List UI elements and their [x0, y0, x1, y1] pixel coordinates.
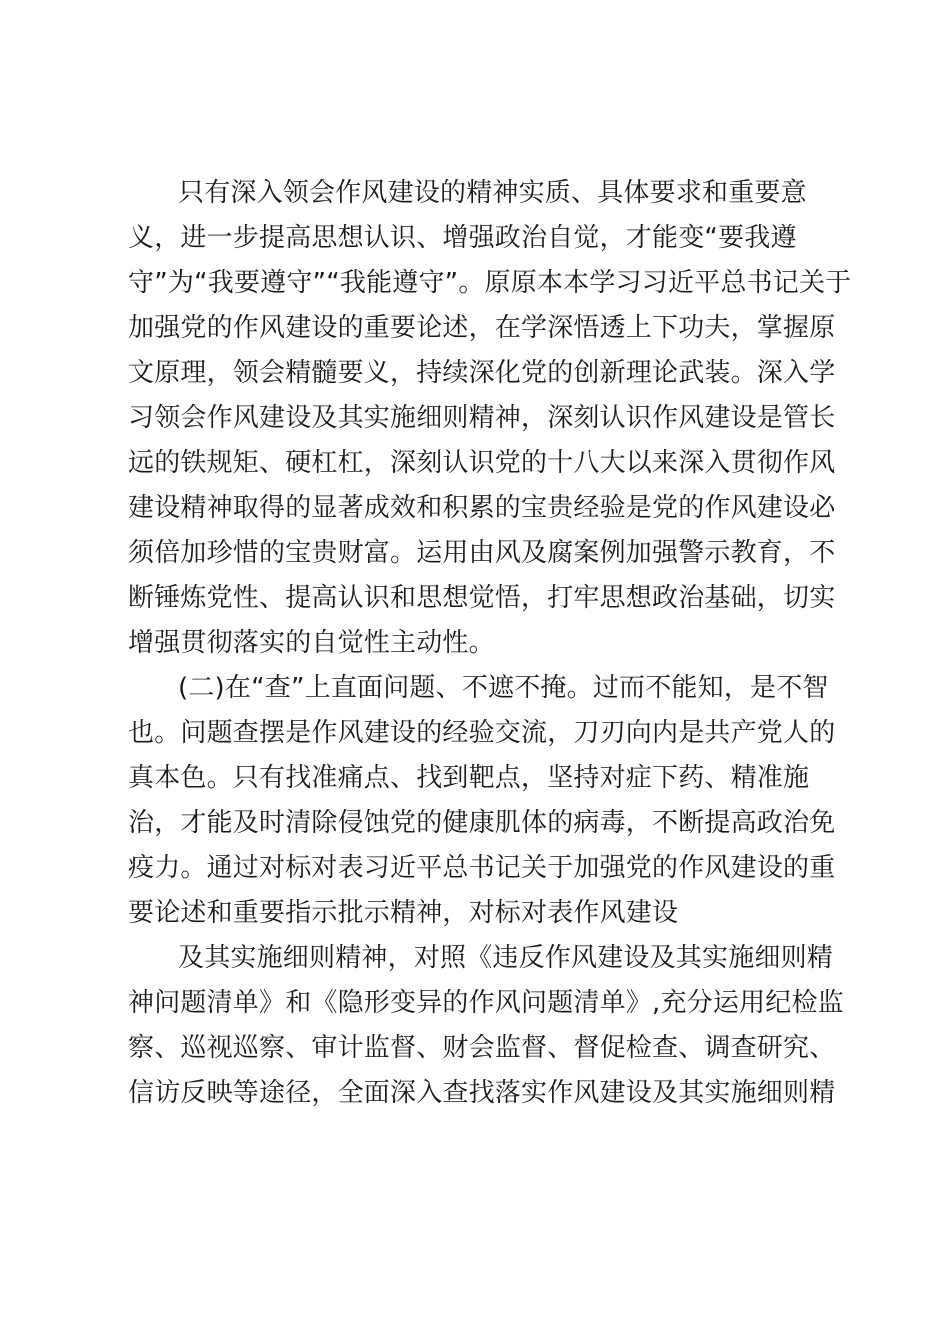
paragraph-1-line-9: 须倍加珍惜的宝贵财富。运用由风及腐案例加强警示教育，不 [128, 538, 836, 568]
paragraph-3-line-3: 察、巡视巡察、审计监督、财会监督、督促检查、调查研究、 [128, 1033, 836, 1063]
paragraph-3-line-4: 信访反映等途径，全面深入查找落实作风建设及其实施细则精 [128, 1078, 836, 1108]
paragraph-2-line-4: 治，才能及时清除侵蚀党的健康肌体的病毒，不断提高政治免 [128, 808, 836, 838]
paragraph-1-line-8: 建设精神取得的显著成效和积累的宝贵经验是党的作风建设必 [128, 493, 836, 523]
paragraph-2-line-3: 真本色。只有找准痛点、找到靶点，坚持对症下药、精准施 [128, 763, 810, 793]
paragraph-1-line-3: 守”为“我要遵守”“我能遵守”。原原本本学习习近平总书记关于 [128, 268, 852, 298]
paragraph-1-line-1: 只有深入领会作风建设的精神实质、具体要求和重要意 [178, 178, 807, 208]
paragraph-1-line-5: 文原理，领会精髓要义，持续深化党的创新理论武装。深入学 [128, 358, 836, 388]
paragraph-1-line-10: 断锤炼党性、提高认识和思想觉悟，打牢思想政治基础，切实 [128, 583, 836, 613]
paragraph-1-line-7: 远的铁规矩、硬杠杠，深刻认识党的十八大以来深入贯彻作风 [128, 448, 836, 478]
paragraph-2-line-5: 疫力。通过对标对表习近平总书记关于加强党的作风建设的重 [128, 853, 836, 883]
paragraph-1-line-11: 增强贯彻落实的自觉性主动性。 [128, 628, 495, 658]
paragraph-3-line-1: 及其实施细则精神，对照《违反作风建设及其实施细则精 [178, 943, 834, 973]
paragraph-2-line-2: 也。问题查摆是作风建设的经验交流，刀刃向内是共产党人的 [128, 718, 836, 748]
paragraph-2-line-1: (二)在“查”上直面问题、不遮不掩。过而不能知，是不智 [178, 673, 829, 703]
paragraph-1-line-4: 加强党的作风建设的重要论述，在学深悟透上下功夫，掌握原 [128, 313, 836, 343]
paragraph-2-line-6: 要论述和重要指示批示精神，对标对表作风建设 [128, 898, 679, 928]
paragraph-1-line-2: 义，进一步提高思想认识、增强政治自觉，才能变“要我遵 [128, 223, 797, 253]
paragraph-3-line-2: 神问题清单》和《隐形变异的作风问题清单》,充分运用纪检监 [128, 988, 844, 1018]
paragraph-1-line-6: 习领会作风建设及其实施细则精神，深刻认识作风建设是管长 [128, 403, 836, 433]
